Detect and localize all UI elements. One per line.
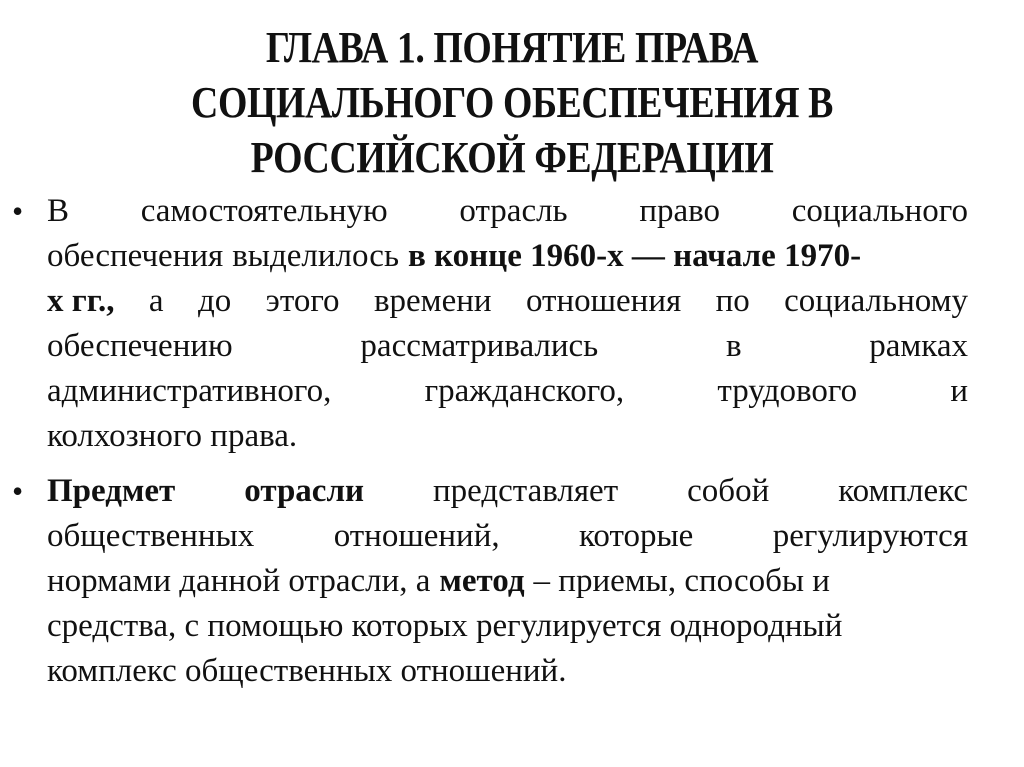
text-line <box>47 604 968 649</box>
text-line <box>47 559 968 604</box>
word: отношения <box>525 283 682 319</box>
bold-term: метод <box>439 563 525 599</box>
word: колхозного права. <box>47 418 298 454</box>
text-line <box>47 369 968 414</box>
word: социального <box>791 193 968 229</box>
text-run: – приемы, способы и <box>533 563 830 599</box>
bold-period-text: х гг., <box>47 283 115 319</box>
word: этого <box>265 283 340 319</box>
title-line-3: РОССИЙСКОЙ ФЕДЕРАЦИИ <box>250 133 774 182</box>
bold-term: Предмет <box>47 473 176 509</box>
bold-term: отрасли <box>244 473 364 509</box>
text-line <box>47 469 968 514</box>
word: гражданского, <box>424 373 625 409</box>
text-run: нормами данной отрасли, а <box>47 563 431 599</box>
text-line <box>47 279 968 324</box>
word: рамках <box>869 328 968 364</box>
bullet-list <box>12 189 968 704</box>
bullet-dot-icon: • <box>12 473 24 509</box>
word: комплекс <box>838 473 968 509</box>
word: которые <box>579 518 694 554</box>
word: В <box>47 193 70 229</box>
bullet-item-subject-method <box>12 469 968 694</box>
word: право <box>639 193 720 229</box>
text-line <box>47 189 968 234</box>
bold-period-text: в конце 1960-х — начале 1970- <box>408 238 862 274</box>
text-run: средства, с помощью которых регулируется однородный <box>47 608 843 644</box>
word: представляет <box>432 473 619 509</box>
word: социальному <box>784 283 968 319</box>
text-line <box>47 649 968 694</box>
word: самостоятельную <box>140 193 388 229</box>
word: собой <box>687 473 770 509</box>
title-line-1: ГЛАВА 1. ПОНЯТИЕ ПРАВА <box>265 23 759 72</box>
word: времени <box>373 283 492 319</box>
word: обеспечения <box>47 238 224 274</box>
word: выделилось <box>232 238 400 274</box>
word: отрасль <box>459 193 568 229</box>
bullet-item-history <box>12 189 968 459</box>
word: а <box>148 283 164 319</box>
text-line <box>47 414 968 459</box>
slide-title <box>0 20 1024 185</box>
word: рассматривались <box>360 328 599 364</box>
word: регулируются <box>772 518 968 554</box>
title-line-2: СОЦИАЛЬНОГО ОБЕСПЕЧЕНИЯ В <box>191 78 833 127</box>
text-line <box>47 324 968 369</box>
word: по <box>715 283 750 319</box>
word: в <box>725 328 742 364</box>
word: и <box>950 373 968 409</box>
word: до <box>197 283 232 319</box>
text-run: комплекс общественных отношений. <box>47 653 567 689</box>
word: обеспечению <box>47 328 233 364</box>
word: общественных <box>47 518 255 554</box>
bullet-dot-icon: • <box>12 193 24 229</box>
text-line <box>47 234 968 279</box>
word: отношений, <box>333 518 500 554</box>
text-line <box>47 514 968 559</box>
word: административного, <box>47 373 332 409</box>
word: трудового <box>717 373 858 409</box>
